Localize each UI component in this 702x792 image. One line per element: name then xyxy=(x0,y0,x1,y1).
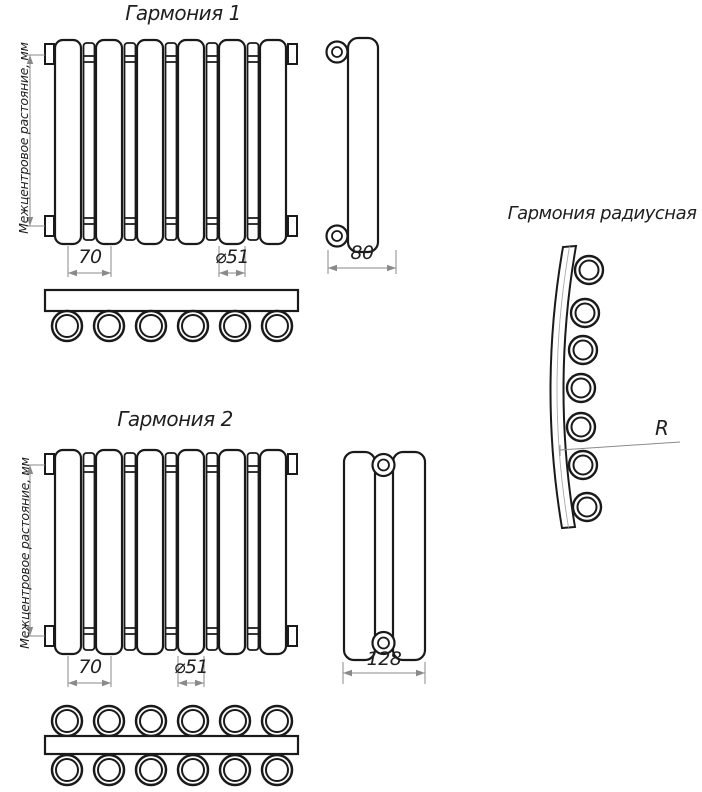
port-circle-inner xyxy=(378,638,389,649)
connection-ports xyxy=(327,42,348,247)
radial-tube-sections xyxy=(567,256,603,521)
port-circle-inner xyxy=(378,460,389,471)
radial-radius-dim: R xyxy=(655,416,669,440)
harmony-radial-title: Гармония радиусная xyxy=(507,203,697,224)
harmony1-pitch-dim: 70 xyxy=(78,246,102,268)
harmony2-diameter-dim: ⌀51 xyxy=(173,656,209,678)
header-bar xyxy=(45,736,298,754)
harmony1-intercenter-label: Межцентровое растояние, мм xyxy=(16,42,32,234)
side-tube-front-row xyxy=(344,452,375,660)
tube-sections-row xyxy=(52,311,292,341)
side-tube xyxy=(348,38,378,252)
harmony2-title: Гармония 2 xyxy=(117,407,233,431)
port-circle-inner xyxy=(332,231,342,241)
harmony1-top-view xyxy=(40,286,305,346)
harmony1-diameter-dim: ⌀51 xyxy=(214,246,250,268)
side-tube-rear-row xyxy=(393,452,425,660)
harmony1-title: Гармония 1 xyxy=(125,1,241,25)
tube-sections-row-rear xyxy=(52,706,292,736)
harmony1-depth-dim: 80 xyxy=(350,242,374,264)
harmony2-intercenter-label: Межцентровое растояние, мм xyxy=(17,457,33,649)
harmony2-pitch-dim: 70 xyxy=(78,656,102,678)
tube-sections-row-front xyxy=(52,755,292,785)
harmony2-top-view xyxy=(40,700,305,792)
port-circle-inner xyxy=(332,47,342,57)
header-bar xyxy=(45,290,298,311)
harmony2-depth-dim: 128 xyxy=(366,648,402,670)
harmony-radial-view xyxy=(500,235,702,545)
